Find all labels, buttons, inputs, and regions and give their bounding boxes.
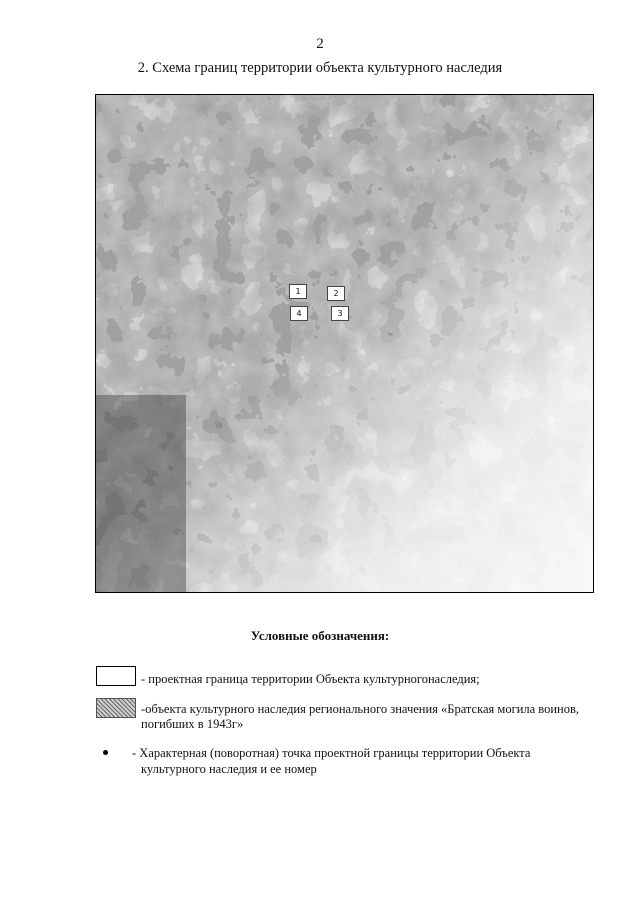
legend-heading: Условные обозначения: [250, 628, 390, 643]
heritage-object-swatch [96, 698, 136, 718]
legend-item-heritage-line2: погибших в 1943г» [141, 717, 244, 731]
aerial-photo [96, 95, 594, 593]
legend-item-heritage-line1: -объекта культурного наследия регионального значения «Братская могила воинов, [141, 702, 580, 716]
boundary-point-1: 1 [289, 284, 307, 299]
boundary-point-2: 2 [327, 286, 345, 301]
bullet-icon [103, 750, 108, 755]
document-title: 2. Схема границ территории объекта культурного наследия [137, 60, 503, 76]
satellite-map [95, 94, 594, 593]
boundary-point-4: 4 [290, 306, 308, 321]
boundary-point-3: 3 [331, 306, 349, 321]
legend-item-point-line2: культурного наследия и ее номер [141, 762, 317, 776]
legend-item-boundary: - проектная граница территории Объекта культурногонаследия; [141, 672, 480, 686]
page-number: 2 [316, 36, 324, 52]
legend-item-point-line1: - Характерная (поворотная) точка проектной границы территории Объекта [132, 746, 531, 760]
boundary-swatch [96, 666, 136, 686]
